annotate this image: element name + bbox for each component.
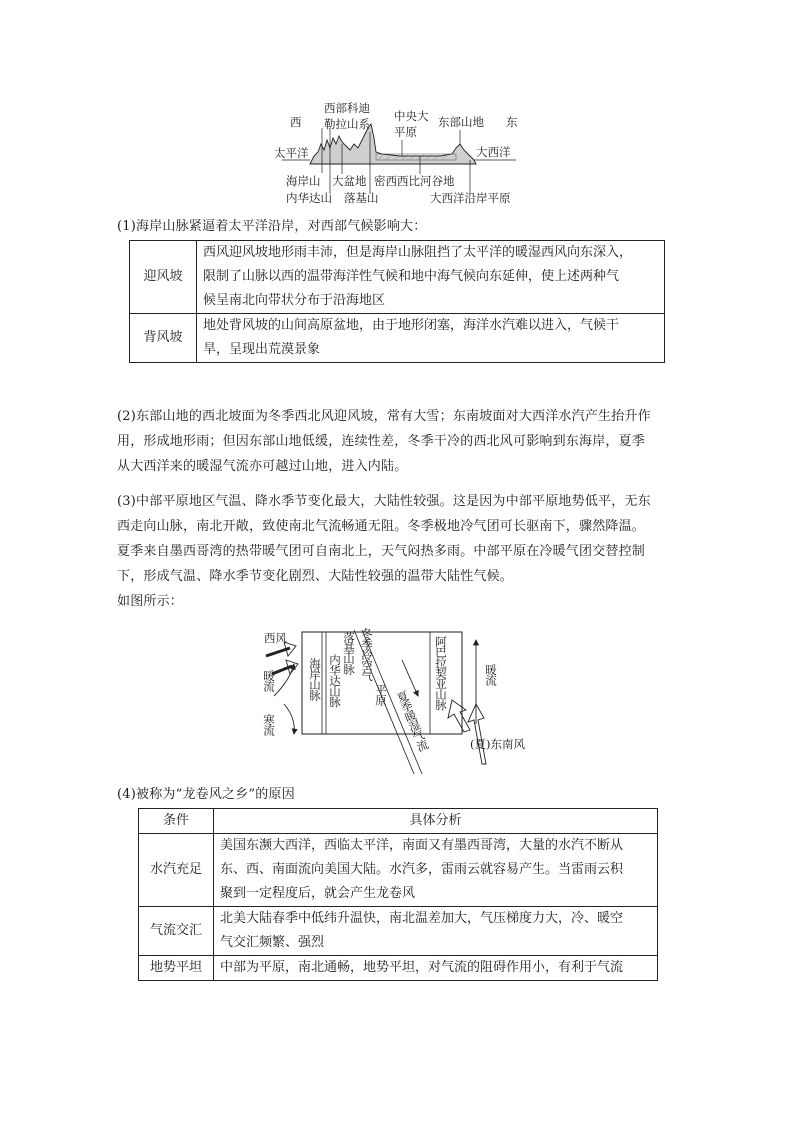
row-label-windward: 迎风坡: [130, 241, 197, 314]
label-warm-current-east: 暖流: [484, 664, 498, 685]
label-coast-range: 海岸山脉: [308, 658, 322, 700]
text-line: 候呈南北向带状分布于沿海地区: [203, 293, 386, 308]
label-mississippi: 密西西比河谷地: [374, 174, 455, 188]
label-atlantic: 大西洋: [476, 145, 511, 159]
table-row: [139, 907, 658, 956]
label-central-plain-1: 中央大: [394, 109, 429, 123]
text-line: 下，形成气温、降水季节变化剧烈、大陆性较强的温带大陆性气候。: [117, 569, 514, 584]
label-summer-warm-air: 夏季暖湿气流: [394, 688, 431, 753]
label-westerly: 西风: [264, 631, 287, 645]
text-line: 东、西、南面流向美国大陆。水汽多，雷雨云就容易产生。当雷雨云积: [220, 862, 624, 877]
row-label-leeward: 背风坡: [130, 314, 197, 363]
label-warm-current-west: 暖流: [262, 670, 276, 691]
text-line: (2)东部山地的西北坡面为冬季西北风迎风坡，常有大雪；东南坡面对大西洋水汽产生抬升作: [117, 409, 651, 424]
text-line: 美国东濒大西洋，西临太平洋，南面又有墨西哥湾，大量的水汽不断从: [220, 838, 624, 853]
label-central-plain-2: 平原: [394, 125, 417, 139]
label-cold-current: 寒流: [262, 714, 276, 735]
label-coast-mountain: 海岸山: [286, 174, 321, 188]
text-line: 用，形成地形雨；但因东部山地低缓，连续性差，冬季干冷的西北风可影响到东海岸，夏季: [117, 434, 646, 449]
label-pacific: 太平洋: [274, 146, 309, 160]
label-plain: 平原: [374, 684, 388, 705]
row-text-leeward: [197, 314, 665, 363]
text-line: 从大西洋来的暖湿气流亦可越过山地，进入内陆。: [117, 459, 408, 474]
table-row: [139, 956, 658, 981]
text-line: 夏季来自墨西哥湾的热带暖气团可自南北上，天气闷热多雨。中部平原在冷暖气团交替控制: [117, 544, 646, 559]
table-row: [130, 241, 665, 314]
section1-table: [129, 240, 665, 363]
table-row: [139, 834, 658, 907]
text-line: 聚到一定程度后，就会产生龙卷风: [220, 886, 416, 901]
label-great-basin: 大盆地: [332, 174, 367, 188]
text-line: 西风迎风坡地形雨丰沛，但是海岸山脉阻挡了太平洋的暖湿西风向东深入，: [203, 245, 633, 260]
label-atlantic-plain: 大西洋沿岸平原: [430, 191, 511, 205]
table-header-row: [139, 809, 658, 834]
label-rocky: 落基山: [344, 191, 379, 205]
row-text-terrain: [214, 956, 658, 981]
header-analysis: 具体分析: [214, 809, 658, 834]
label-summer-se-wind: (夏)东南风: [470, 737, 525, 751]
text-line: 限制了山脉以西的温带海洋性气候和地中海气候向东延伸，使上述两种气: [203, 269, 620, 284]
row-text-moisture: [214, 834, 658, 907]
row-text-windward: [197, 241, 665, 314]
label-sierra-nevada: 内华达山: [286, 191, 332, 205]
label-east: 东: [506, 115, 518, 129]
label-eastern-mountains: 东部山地: [438, 115, 484, 129]
section2: [117, 404, 665, 479]
text-line: 中部为平原，南北通畅，地势平坦，对气流的阻碍作用小，有利于气流: [220, 960, 624, 975]
row-label-airflow: 气流交汇: [139, 907, 214, 956]
label-sierra-nevada-range: 内华达山脉: [328, 654, 342, 707]
label-cordillera-2: 勒拉山系: [324, 117, 370, 131]
label-west: 西: [290, 115, 302, 129]
text-line: 旱，呈现出荒漠景象: [203, 342, 321, 357]
text-line: 气交汇频繁、强烈: [220, 935, 325, 950]
row-text-airflow: [214, 907, 658, 956]
label-cordillera-1: 西部科迪: [324, 101, 370, 115]
label-winter-cold-air: 冬季冷空气: [360, 628, 374, 681]
profile-figure: [270, 98, 530, 206]
header-condition: 条件: [139, 809, 214, 834]
section3: [117, 489, 665, 614]
section4-table: [138, 808, 658, 981]
text-line: (3)中部平原地区气温、降水季节变化最大，大陆性较强。这是因为中部平原地势低平，无东: [117, 494, 651, 509]
table-row: [130, 314, 665, 363]
label-rocky-range: 落基山脉: [342, 632, 356, 674]
row-label-terrain: 地势平坦: [139, 956, 214, 981]
climate-figure: [250, 624, 550, 778]
row-label-moisture: 水汽充足: [139, 834, 214, 907]
text-line: 地处背风坡的山间高原盆地，由于地形闭塞，海洋水汽难以进入，气候干: [203, 318, 620, 333]
as-shown-label: 如图所示：: [117, 594, 184, 609]
section4-heading: (4)被称为“龙卷风之乡”的原因: [117, 787, 295, 802]
text-line: 北美大陆春季中低纬升温快，南北温差加大，气压梯度力大，冷、暖空: [220, 911, 624, 926]
text-line: 西走向山脉，南北开敞，致使南北气流畅通无阻。冬季极地冷气团可长驱南下，骤然降温。: [117, 519, 646, 534]
section1-heading: (1)海岸山脉紧逼着太平洋沿岸，对西部气候影响大：: [117, 219, 427, 234]
label-appalachian: 阿巴拉契亚山脉: [434, 636, 448, 710]
